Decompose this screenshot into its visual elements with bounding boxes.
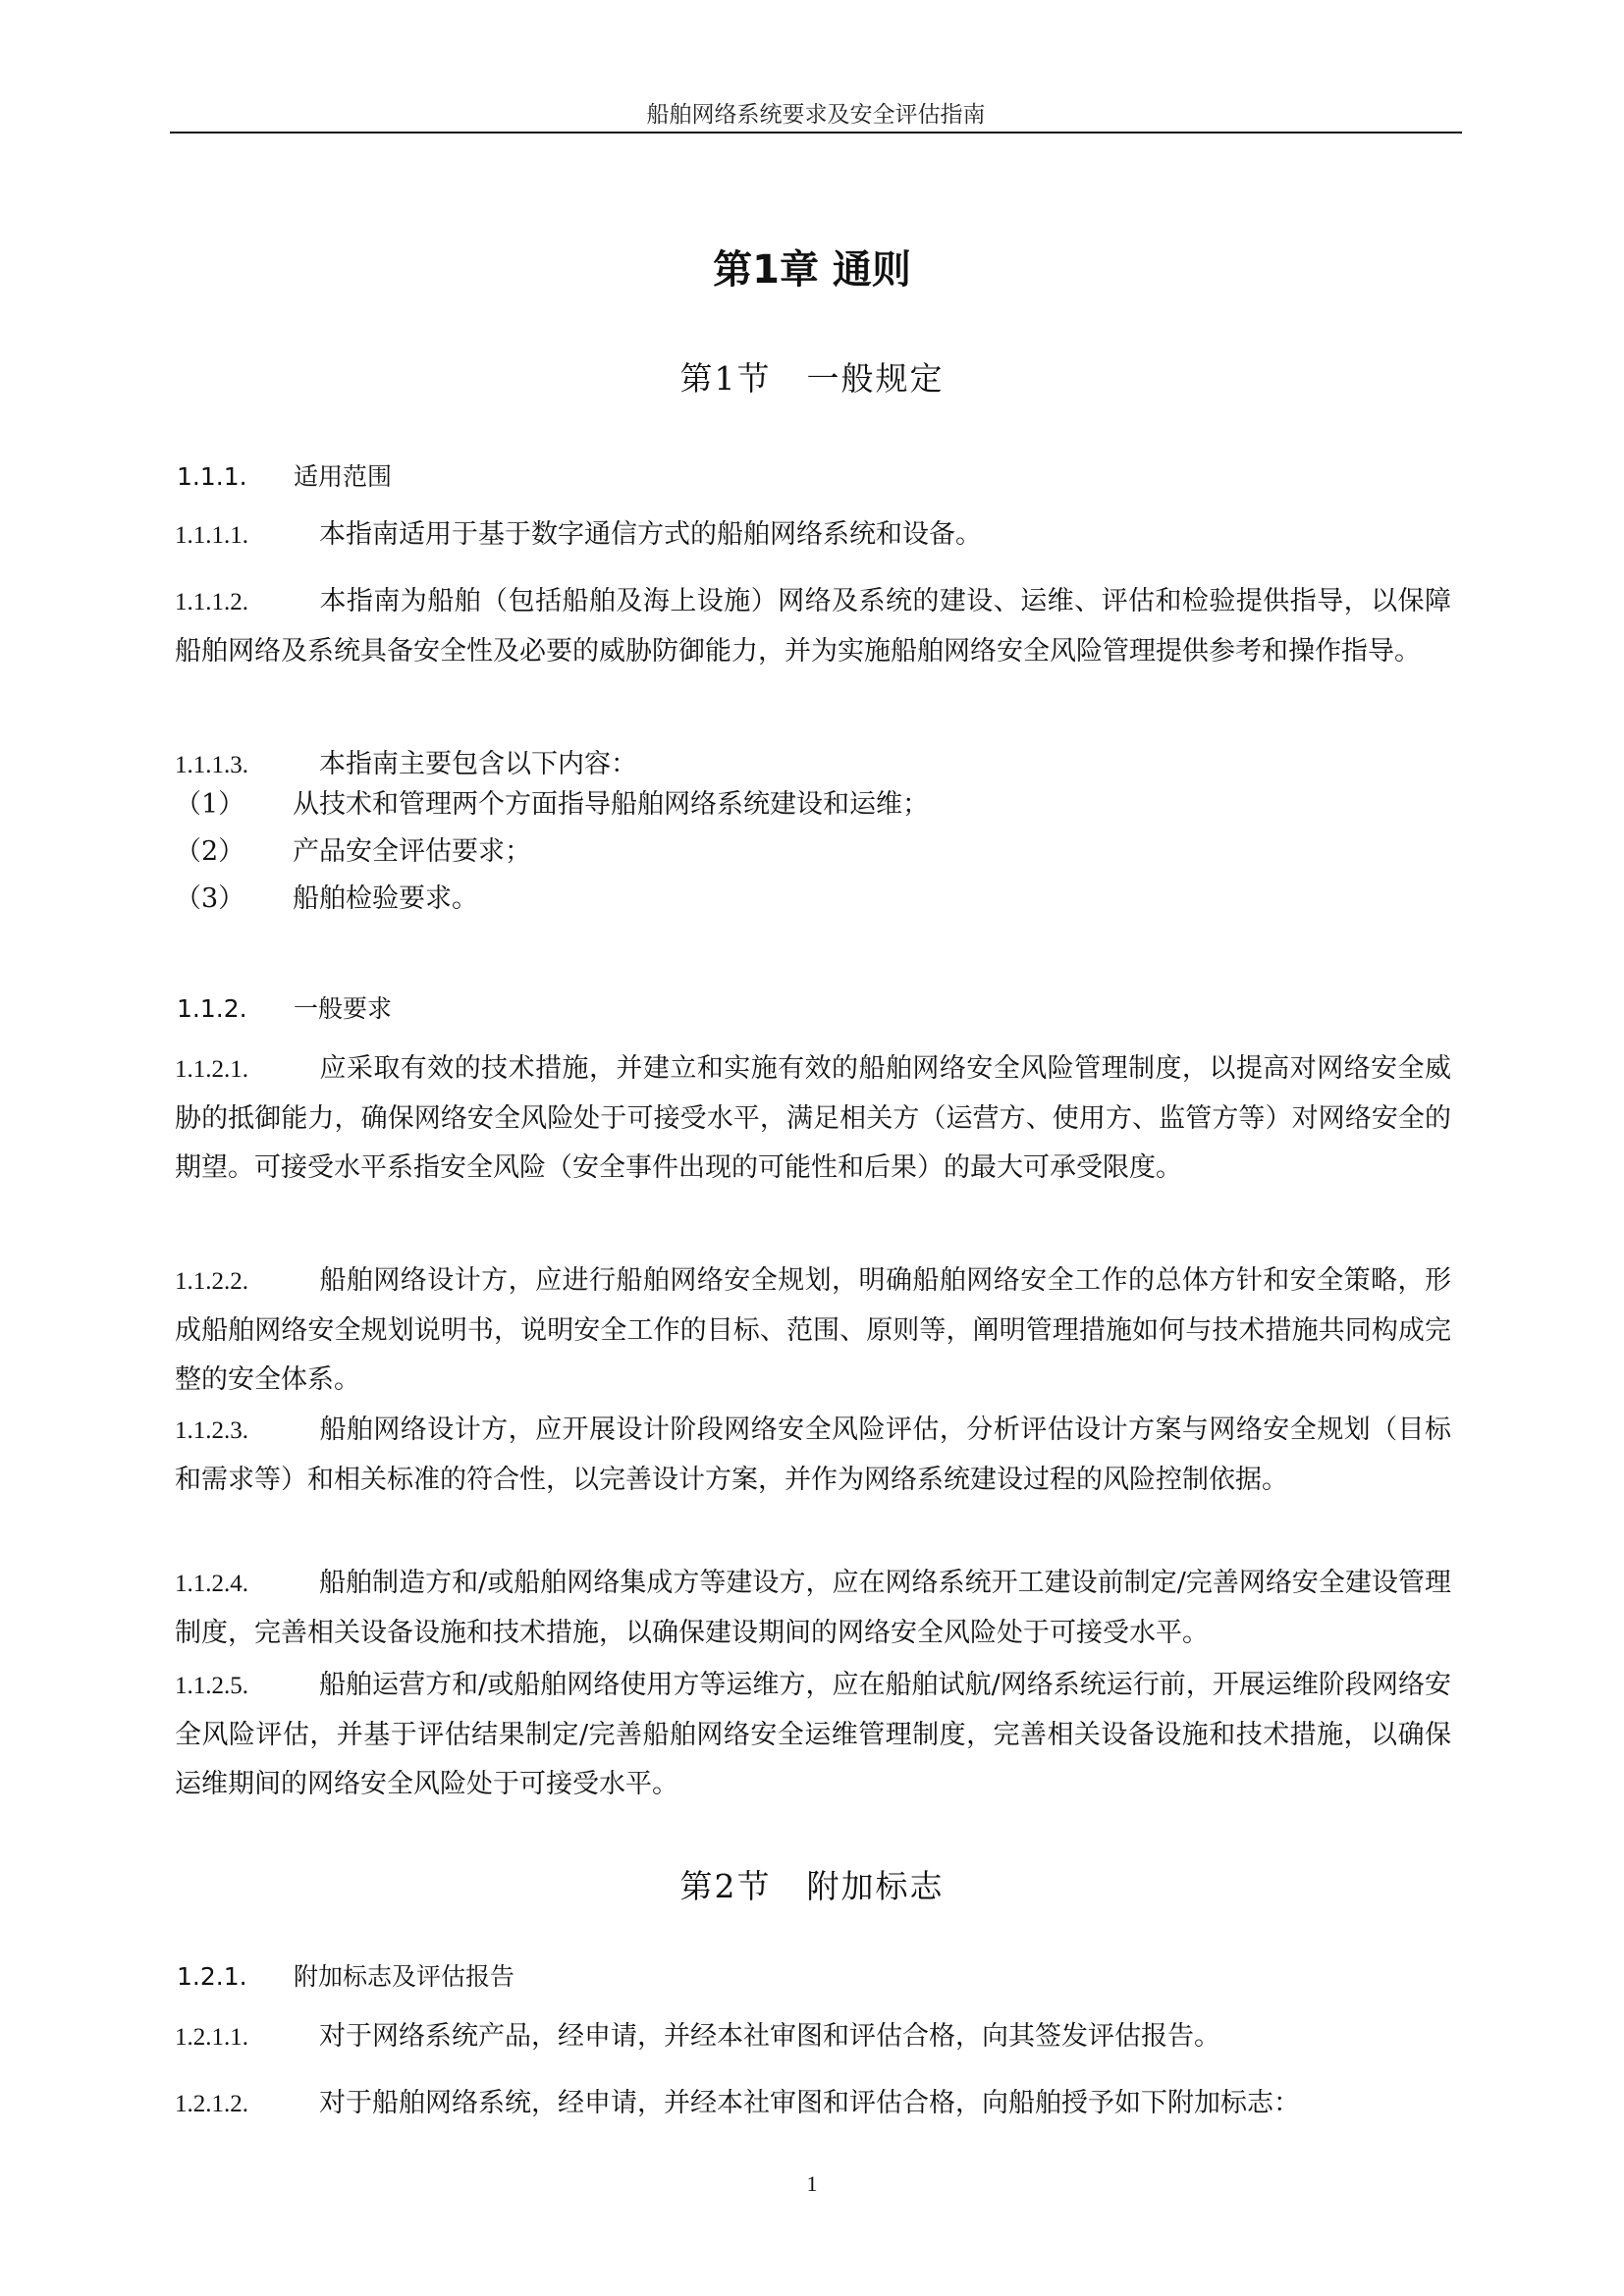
paragraph <box>175 577 1451 676</box>
paragraph-text: 本指南为船舶（包括船舶及海上设施）网络及系统的建设、运维、评估和检验提供指导，以保障船舶网络及系统具备安全性及必要的威胁防御能力，并为实施船舶网络安全风险管理提供参考和操作指导。 <box>175 586 1451 667</box>
paragraph-number: 1.1.2.2. <box>175 1268 248 1295</box>
heading-number: 1.2.1. <box>177 1962 247 1991</box>
paragraph <box>175 2012 1451 2062</box>
list-text: 从技术和管理两个方面指导船舶网络系统建设和运维； <box>293 789 929 820</box>
paragraph <box>175 1256 1451 1405</box>
subsection-heading <box>177 1957 514 1993</box>
list-item <box>175 832 531 872</box>
paragraph-number: 1.1.2.5. <box>175 1673 248 1699</box>
heading-label: 一般要求 <box>294 994 393 1023</box>
header-rule <box>170 132 1462 133</box>
section-label: 附加标志 <box>806 1867 945 1905</box>
chapter-title: 第1章 通则 <box>713 247 911 293</box>
list-number: （1） <box>175 789 245 820</box>
paragraph <box>175 510 1451 561</box>
subsection-heading <box>177 989 392 1025</box>
paragraph-text: 本指南主要包含以下内容： <box>319 749 637 779</box>
paragraph-number: 1.1.2.4. <box>175 1571 248 1597</box>
paragraph-number: 1.2.1.1. <box>175 2024 248 2051</box>
paragraph-text: 对于网络系统产品，经申请，并经本社审图和评估合格，向其签发评估报告。 <box>319 2021 1220 2052</box>
heading-label: 附加标志及评估报告 <box>294 1962 515 1991</box>
section-title <box>0 1861 1624 1907</box>
paragraph <box>175 2079 1451 2129</box>
paragraph-number: 1.1.2.3. <box>175 1417 248 1444</box>
paragraph-text: 船舶网络设计方，应进行船舶网络安全规划，明确船舶网络安全工作的总体方针和安全策略，形成船舶网络安全规划说明书，说明安全工作的目标、范围、原则等，阐明管理措施如何与技术措施共同构成完整的安全体系。 <box>175 1265 1451 1395</box>
paragraph <box>175 1661 1451 1809</box>
list-item <box>175 880 478 919</box>
heading-label: 适用范围 <box>294 462 393 491</box>
heading-number: 1.1.1. <box>177 462 247 491</box>
paragraph-number: 1.1.2.1. <box>175 1056 248 1083</box>
paragraph-text: 船舶运营方和/或船舶网络使用方等运维方，应在船舶试航/网络系统运行前，开展运维阶段网络安全风险评估，并基于评估结果制定/完善船舶网络安全运维管理制度，完善相关设备设施和技术措施，以确保运维期间的网络安全风险处于可接受水平。 <box>175 1670 1451 1799</box>
paragraph <box>175 1044 1451 1193</box>
paragraph-text: 对于船舶网络系统，经申请，并经本社审图和评估合格，向船舶授予如下附加标志： <box>319 2088 1300 2118</box>
paragraph <box>175 1406 1451 1505</box>
paragraph <box>175 740 1451 790</box>
section-label: 一般规定 <box>806 359 945 398</box>
paragraph-text: 本指南适用于基于数字通信方式的船舶网络系统和设备。 <box>319 519 982 550</box>
list-number: （3） <box>175 883 245 914</box>
heading-number: 1.1.2. <box>177 994 247 1023</box>
paragraph-text: 船舶网络设计方，应开展设计阶段网络安全风险评估，分析评估设计方案与网络安全规划（目标和需求等）和相关标准的符合性，以完善设计方案，并作为网络系统建设过程的风险控制依据。 <box>175 1415 1451 1495</box>
paragraph-number: 1.1.1.1. <box>175 522 248 549</box>
paragraph <box>175 1559 1451 1658</box>
paragraph-text: 船舶制造方和/或船舶网络集成方等建设方，应在网络系统开工建设前制定/完善网络安全建设管理制度，完善相关设备设施和技术措施，以确保建设期间的网络安全风险处于可接受水平。 <box>175 1568 1451 1648</box>
list-number: （2） <box>175 836 245 867</box>
running-header: 船舶网络系统要求及安全评估指南 <box>646 102 986 128</box>
paragraph-number: 1.1.1.3. <box>175 752 248 778</box>
section-number: 第1节 <box>679 359 772 398</box>
paragraph-text: 应采取有效的技术措施，并建立和实施有效的船舶网络安全风险管理制度，以提高对网络安全威胁的抵御能力，确保网络安全风险处于可接受水平，满足相关方（运营方、使用方、监管方等）对网络安全的期望。可接受水平系指安全风险（安全事件出现的可能性和后果）的最大可承受限度。 <box>175 1053 1451 1183</box>
list-text: 船舶检验要求。 <box>293 883 478 914</box>
section-number: 第2节 <box>679 1867 772 1905</box>
list-item <box>175 785 929 825</box>
section-title <box>0 353 1624 400</box>
page-number: 1 <box>806 2171 818 2196</box>
paragraph-number: 1.1.1.2. <box>175 589 248 615</box>
list-text: 产品安全评估要求； <box>293 836 531 867</box>
paragraph-number: 1.2.1.2. <box>175 2091 248 2117</box>
subsection-heading <box>177 457 392 493</box>
